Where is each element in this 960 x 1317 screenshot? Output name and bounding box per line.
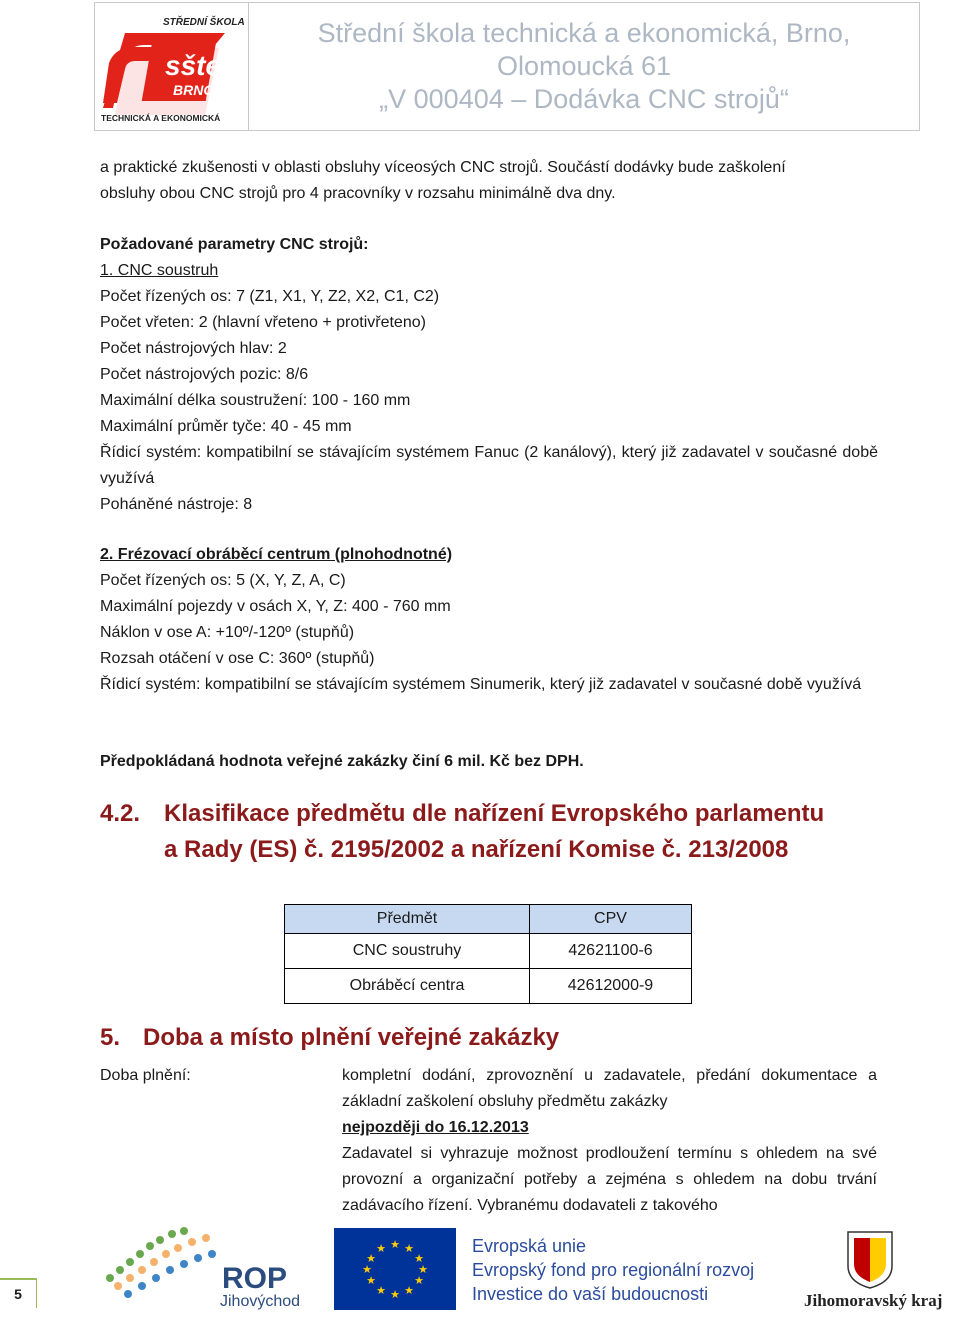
machine-1-line: Maximální průměr tyče: 40 - 45 mm	[100, 418, 352, 435]
table-cell: 42621100-6	[530, 934, 692, 969]
rop-name: ROP	[222, 1262, 288, 1295]
term-text-1: kompletní dodání, zprovoznění u zadavatele, předání dokumentace a základní zaškolení obsluhy předmětu zakázky	[342, 1067, 877, 1110]
machine-2-control: Řídicí systém: kompatibilní se stávajícím systémem Sinumerik, který již zadavatel v současné době využívá	[100, 676, 862, 693]
eu-line-1: Evropská unie	[472, 1236, 587, 1256]
svg-text:★: ★	[366, 1252, 376, 1265]
table-row	[285, 934, 692, 969]
table-header-cell: CPV	[530, 905, 692, 934]
table-header-row	[285, 905, 692, 934]
machine-2-line: Maximální pojezdy v osách X, Y, Z: 400 - 760 mm	[100, 598, 451, 615]
school-logo	[95, 3, 249, 130]
table-cell: 42612000-9	[530, 969, 692, 1004]
section-4-2-title-1: Klasifikace předmětu dle nařízení Evropského parlamentu	[164, 800, 825, 827]
kraj-logo	[800, 1226, 960, 1312]
machine-1-line: Počet řízených os: 7 (Z1, X1, Y, Z2, X2, C1, C2)	[100, 288, 440, 305]
table-cell: Obráběcí centra	[285, 969, 530, 1004]
section-4-2-number: 4.2.	[100, 800, 141, 827]
machine-2-line: Počet řízených os: 5 (X, Y, Z, A, C)	[100, 572, 346, 589]
section-4-2-title-2: a Rady (ES) č. 2195/2002 a nařízení Komise č. 213/2008	[164, 836, 789, 863]
document-title	[249, 17, 919, 116]
machine-1-driven-tools: Poháněné nástroje: 8	[100, 496, 253, 513]
table-row	[285, 969, 692, 1004]
title-line-2: Olomoucká 61	[496, 51, 672, 81]
machine-2-line: Náklon v ose A: +10º/-120º (stupňů)	[100, 624, 355, 641]
intro-paragraph	[100, 155, 878, 207]
logo-bottom-text: TECHNICKÁ A EKONOMICKÁ	[101, 113, 221, 123]
term-text-2: Zadavatel si vyhrazuje možnost prodloužení termínu s ohledem na své provozní a organizační potřeby a zejména s ohledem na dobu trvání zadávacího řízení. Vybranému dodavateli z takového	[342, 1145, 877, 1214]
svg-text:★: ★	[414, 1252, 424, 1265]
cpv-table	[284, 904, 692, 1004]
svg-text:★: ★	[366, 1274, 376, 1287]
svg-text:★: ★	[418, 1263, 428, 1276]
svg-text:★: ★	[390, 1288, 400, 1301]
section-5-title: Doba a místo plnění veřejné zakázky	[143, 1024, 560, 1051]
table-header-cell: Předmět	[285, 905, 530, 934]
machine-1-control: Řídicí systém: kompatibilní se stávajícím systémem Fanuc (2 kanálový), který již zadavatel v současné době využívá	[100, 444, 878, 487]
svg-text:★: ★	[404, 1242, 414, 1255]
logo-city: BRNO	[173, 82, 215, 98]
section-5-number: 5.	[100, 1024, 121, 1051]
svg-text:★: ★	[362, 1263, 372, 1276]
eu-line-2: Evropský fond pro regionální rozvoj	[472, 1260, 755, 1280]
logo-top-text: STŘEDNÍ ŠKOLA	[163, 17, 245, 28]
machine-2-block	[100, 542, 878, 698]
rop-logo	[100, 1226, 310, 1310]
page-header	[94, 2, 920, 131]
logo-main-text: sšte	[165, 50, 222, 81]
section-5-heading	[100, 1020, 559, 1056]
term-deadline: nejpozději do 16.12.2013	[342, 1119, 529, 1136]
title-line-3: „V 000404 – Dodávka CNC strojů“	[379, 84, 789, 114]
estimated-value: Předpokládaná hodnota veřejné zakázky činí 6 mil. Kč bez DPH.	[100, 753, 584, 770]
section-4-2-heading	[100, 796, 824, 868]
machine-2-title: 2. Frézovací obráběcí centrum (plnohodnotné)	[100, 546, 453, 563]
machine-1-line: Počet nástrojových hlav: 2	[100, 340, 287, 357]
svg-text:★: ★	[376, 1242, 386, 1255]
machine-1-line: Počet nástrojových pozic: 8/6	[100, 366, 309, 383]
svg-text:★: ★	[414, 1274, 424, 1287]
intro-line-2: obsluhy obou CNC strojů pro 4 pracovníky v rozsahu minimálně dva dny.	[100, 185, 616, 202]
intro-line-1: a praktické zkušenosti v oblasti obsluhy víceosých CNC strojů. Součástí dodávky bude zaškolení	[100, 159, 786, 176]
svg-text:★: ★	[390, 1238, 400, 1251]
kraj-name: Jihomoravský kraj	[804, 1291, 943, 1310]
rop-sub: Jihovýchod	[220, 1293, 301, 1310]
machine-1-block	[100, 258, 878, 518]
eu-flag	[334, 1228, 456, 1310]
table-cell: CNC soustruhy	[285, 934, 530, 969]
machine-2-line: Rozsah otáčení v ose C: 360º (stupňů)	[100, 650, 375, 667]
eu-text	[472, 1234, 792, 1306]
eu-line-3: Investice do vaší budoucnosti	[472, 1284, 709, 1304]
title-line-1: Střední škola technická a ekonomická, Brno,	[317, 18, 851, 48]
machine-1-line: Maximální délka soustružení: 100 - 160 mm	[100, 392, 411, 409]
machine-1-line: Počet vřeten: 2 (hlavní vřeteno + protivřeteno)	[100, 314, 426, 331]
svg-text:★: ★	[376, 1284, 386, 1297]
term-label: Doba plnění:	[100, 1067, 191, 1084]
machine-1-title: 1. CNC soustruh	[100, 262, 219, 279]
term-description	[342, 1063, 877, 1219]
params-heading: Požadované parametry CNC strojů:	[100, 236, 369, 253]
page-number: 5	[0, 1278, 37, 1308]
svg-text:★: ★	[404, 1284, 414, 1297]
